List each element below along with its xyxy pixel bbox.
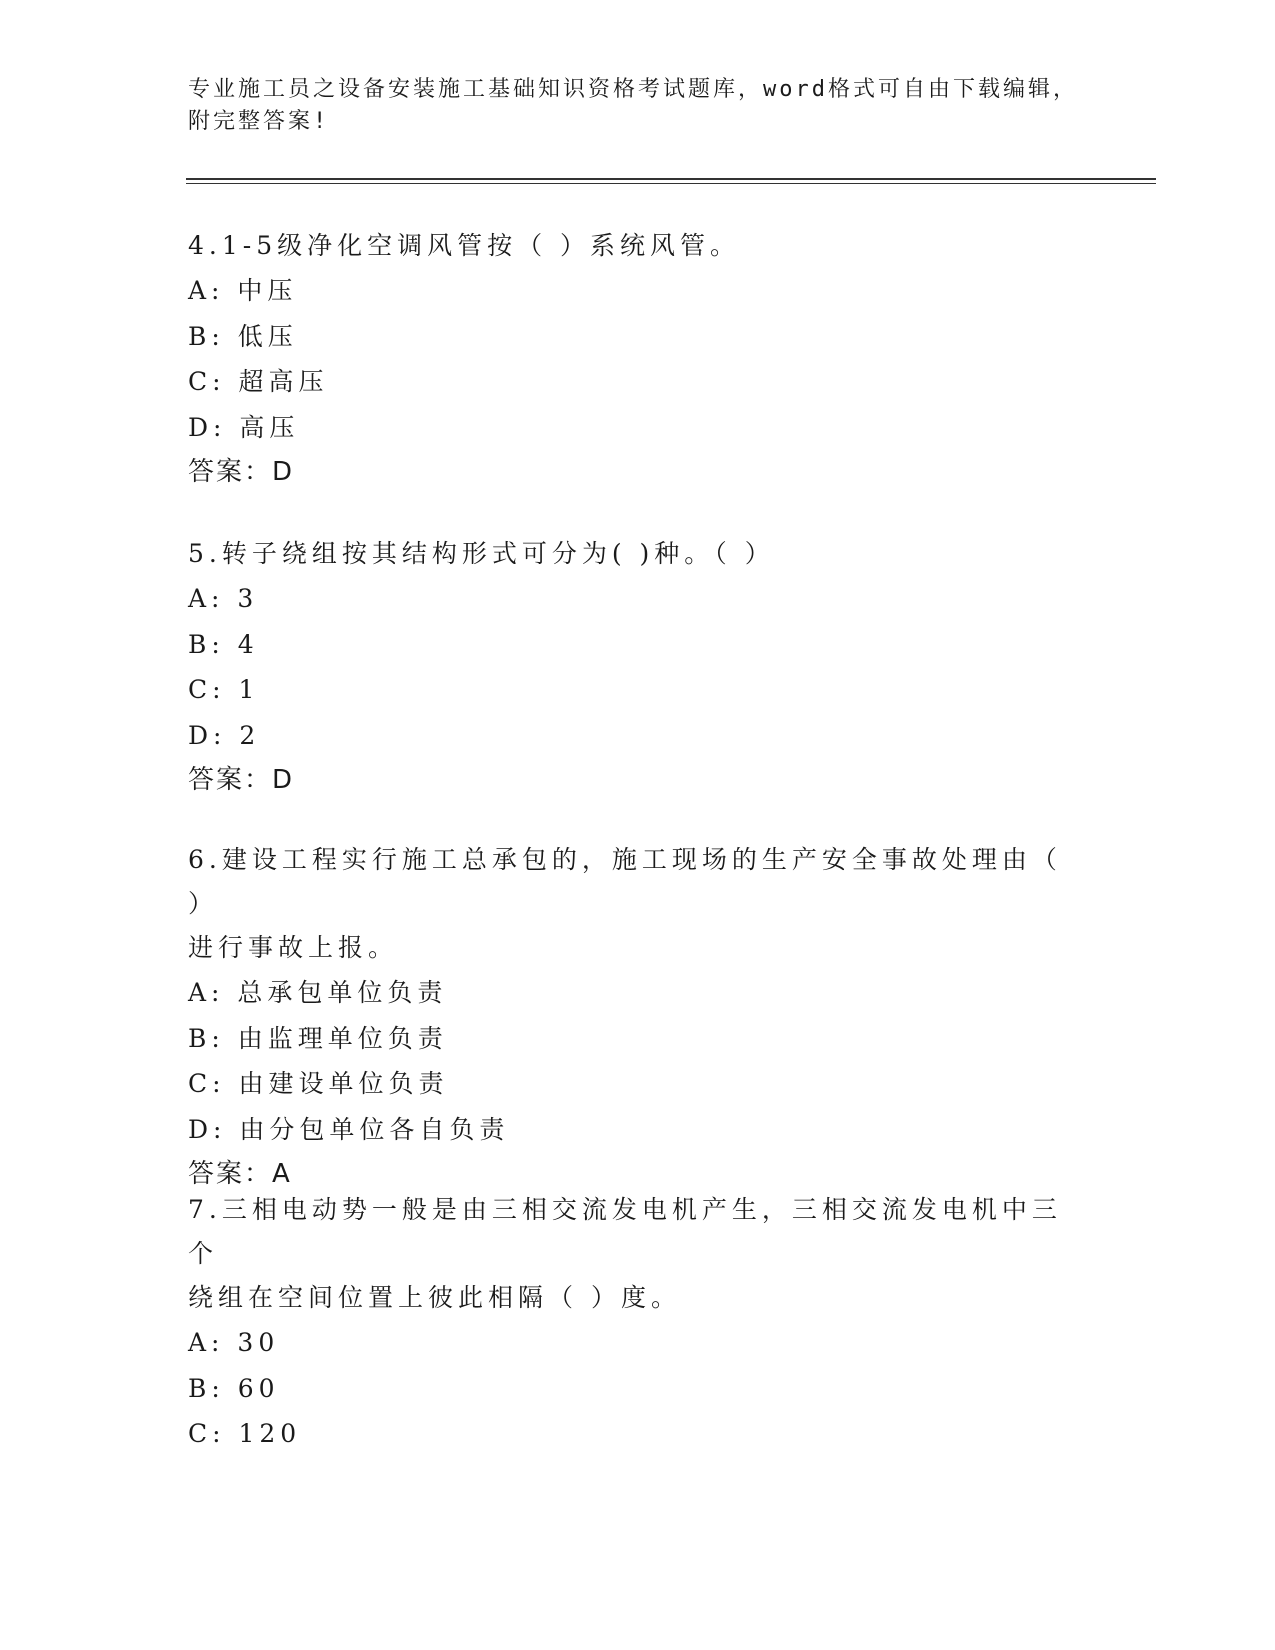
option-b: B: 60 (188, 1373, 280, 1403)
option-a: A: 中压 (188, 276, 298, 305)
question-4 (188, 224, 1088, 495)
option-b: B: 由监理单位负责 (188, 1023, 448, 1053)
header-line-1: 专业施工员之设备安装施工基础知识资格考试题库，word格式可自由下载编辑， (188, 77, 1078, 102)
option-a: A: 总承包单位负责 (188, 978, 448, 1007)
question-6 (188, 838, 1088, 1197)
answer-label: 答案：D (188, 765, 295, 795)
question-text: 5.转子绕组按其结构形式可分为( )种。（ ） (188, 539, 775, 568)
option-c: C: 120 (188, 1419, 302, 1448)
question-7 (188, 1188, 1088, 1457)
document-header (188, 74, 1088, 138)
option-b: B: 4 (188, 629, 259, 659)
answer-label: 答案：D (188, 457, 295, 487)
option-a: A: 3 (188, 584, 259, 613)
question-text-line-2: 绕组在空间位置上彼此相隔（ ）度。 (188, 1283, 681, 1312)
option-b: B: 低压 (188, 321, 298, 351)
question-text-line-1: 6.建设工程实行施工总承包的，施工现场的生产安全事故处理由（ ） (188, 845, 1062, 918)
option-d: D: 由分包单位各自负责 (188, 1114, 510, 1144)
option-d: D: 高压 (188, 412, 300, 442)
header-divider-thin (186, 183, 1156, 184)
option-a: A: 30 (188, 1328, 280, 1357)
question-5 (188, 532, 1088, 803)
option-d: D: 2 (188, 720, 261, 750)
option-c: C: 由建设单位负责 (188, 1069, 449, 1098)
question-text: 4.1-5级净化空调风管按（ ）系统风管。 (188, 231, 741, 260)
answer-label: 答案：A (188, 1159, 292, 1189)
question-text-line-1: 7.三相电动势一般是由三相交流发电机产生，三相交流发电机中三个 (188, 1195, 1062, 1268)
option-c: C: 超高压 (188, 367, 329, 396)
header-divider-thick (186, 178, 1156, 180)
header-line-2: 附完整答案! (188, 109, 330, 134)
option-c: C: 1 (188, 675, 260, 704)
question-text-line-2: 进行事故上报。 (188, 933, 399, 962)
